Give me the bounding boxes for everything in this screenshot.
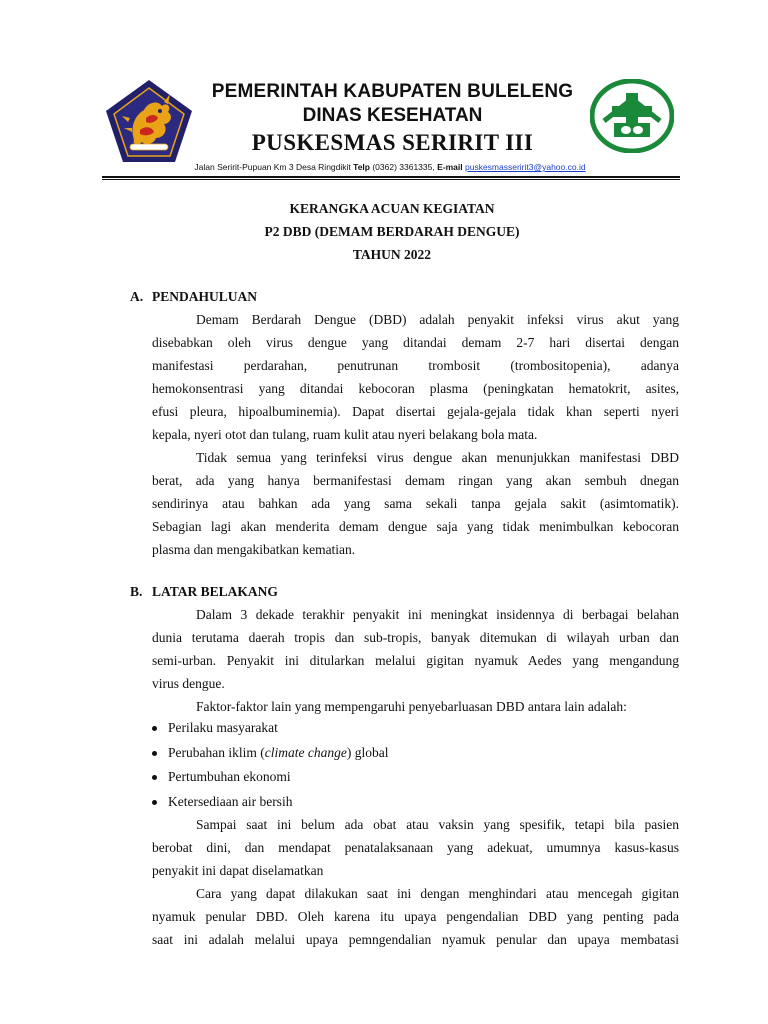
list-item-text: Ketersediaan air bersih <box>168 793 293 809</box>
text-line: virus dengue. <box>152 676 225 691</box>
text-line: hemokonsentrasi yang ditandai kebocoran plasma (peningkatan hematokrit, asites, <box>152 381 679 396</box>
section-b-paragraph-4 <box>152 882 679 951</box>
text-line: dunia terutama daerah tropis dan sub-tropis, banyak ditemukan di wilayah urban dan <box>152 630 679 645</box>
text-line: Dalam 3 dekade terakhir penyakit ini meningkat insidennya di berbagai belahan <box>196 607 679 622</box>
text-line: berobat dini, dan mendapat penatalaksanaan yang adekuat, umumnya kasus-kasus <box>152 840 679 855</box>
email-link[interactable]: puskesmasseririt3@yahoo.co.id <box>464 162 586 172</box>
text-line: nyamuk penular DBD. Oleh karena itu upaya pengendalian DBD yang penting pada <box>152 909 679 924</box>
text-line: plasma dan mengakibatkan kematian. <box>152 542 356 557</box>
text-line: manifestasi perdarahan, penutrunan trombosit (trombositopenia), adanya <box>152 358 679 373</box>
list-item <box>152 741 679 766</box>
factor-list <box>152 716 679 814</box>
buleleng-crest-icon <box>104 78 194 164</box>
text-line: Faktor-faktor lain yang mempengaruhi penyebarluasan DBD antara lain adalah: <box>196 699 627 714</box>
puskesmas-cross-icon <box>590 79 674 153</box>
section-a-paragraph-1 <box>152 308 679 446</box>
text-line: Demam Berdarah Dengue (DBD) adalah penyakit infeksi virus akut yang <box>196 312 679 327</box>
section-b-heading <box>130 583 278 601</box>
list-item-text: ) global <box>346 744 389 760</box>
letterhead-institution: PUSKESMAS SERIRIT III <box>251 130 534 155</box>
address-text: Jalan Seririt-Pupuan Km 3 Desa Ringdikit <box>194 162 354 172</box>
section-a-title: PENDAHULUAN <box>152 289 258 304</box>
section-a-paragraph-2 <box>152 446 679 561</box>
list-item-text: Pertumbuhan ekonomi <box>168 769 291 784</box>
letterhead-divider-thin <box>102 179 680 180</box>
letterhead-divider <box>102 176 680 178</box>
telp-label: Telp <box>353 162 370 172</box>
section-a-label: A. <box>130 289 144 304</box>
letterhead-government: PEMERINTAH KABUPATEN BULELENG <box>211 81 574 102</box>
letterhead <box>200 80 585 158</box>
list-item <box>152 790 679 815</box>
section-a-heading <box>130 288 257 306</box>
email-label: E-mail <box>437 162 463 172</box>
text-line: semi-urban. Penyakit ini ditularkan melalui gigitan nyamuk Aedes yang mengandung <box>152 653 679 668</box>
text-line: sendirinya atau bahkan ada yang sama sekali tanpa gejala sakit (asimtomatik). <box>152 496 679 511</box>
list-item-text: Perilaku masyarakat <box>168 720 278 735</box>
text-line: Cara yang dapat dilakukan saat ini dengan menghindari atau mencegah gigitan <box>196 886 679 901</box>
telp-value: (0362) 3361335, <box>369 162 438 172</box>
text-line: penyakit ini dapat diselamatkan <box>152 863 324 878</box>
list-item <box>152 716 679 741</box>
list-item <box>152 765 679 790</box>
text-line: disebabkan oleh virus dengue yang ditandai demam 2-7 hari disertai dengan <box>152 335 679 350</box>
section-b-paragraph-3 <box>152 813 679 882</box>
letterhead-address <box>100 161 680 173</box>
text-line: kepala, nyeri otot dan tulang, ruam kulit atau nyeri belakang bola mata. <box>152 427 538 442</box>
document-subtitle: P2 DBD (DEMAM BERDARAH DENGUE) <box>264 224 520 239</box>
text-line: saat ini adalah melalui upaya pemngendalian nyamuk penular dan upaya membatasi <box>152 932 679 947</box>
section-b-paragraph-1 <box>152 603 679 695</box>
section-b-title: LATAR BELAKANG <box>152 584 278 599</box>
list-item-emphasis: climate change <box>264 744 347 760</box>
section-b-paragraph-2 <box>152 695 679 718</box>
list-item-text: Perubahan iklim ( <box>168 744 265 760</box>
text-line: berat, ada yang hanya bermanifestasi demam ringan yang akan sembuh dnegan <box>152 473 679 488</box>
text-line: Sampai saat ini belum ada obat atau vaksin yang spesifik, tetapi bila pasien <box>196 817 679 832</box>
text-line: efusi pleura, hipoalbuminemia). Dapat disertai gejala-gejala tidak khan seperti nyeri <box>152 404 679 419</box>
document-title: KERANGKA ACUAN KEGIATAN <box>289 201 495 216</box>
text-line: Sebagian lagi akan menderita demam dengue saja yang tidak menimbulkan kebocoran <box>152 519 679 534</box>
section-b-label: B. <box>130 584 143 599</box>
text-line: Tidak semua yang terinfeksi virus dengue akan menunjukkan manifestasi DBD <box>196 450 679 465</box>
document-year: TAHUN 2022 <box>352 247 432 262</box>
letterhead-department: DINAS KESEHATAN <box>302 105 483 126</box>
